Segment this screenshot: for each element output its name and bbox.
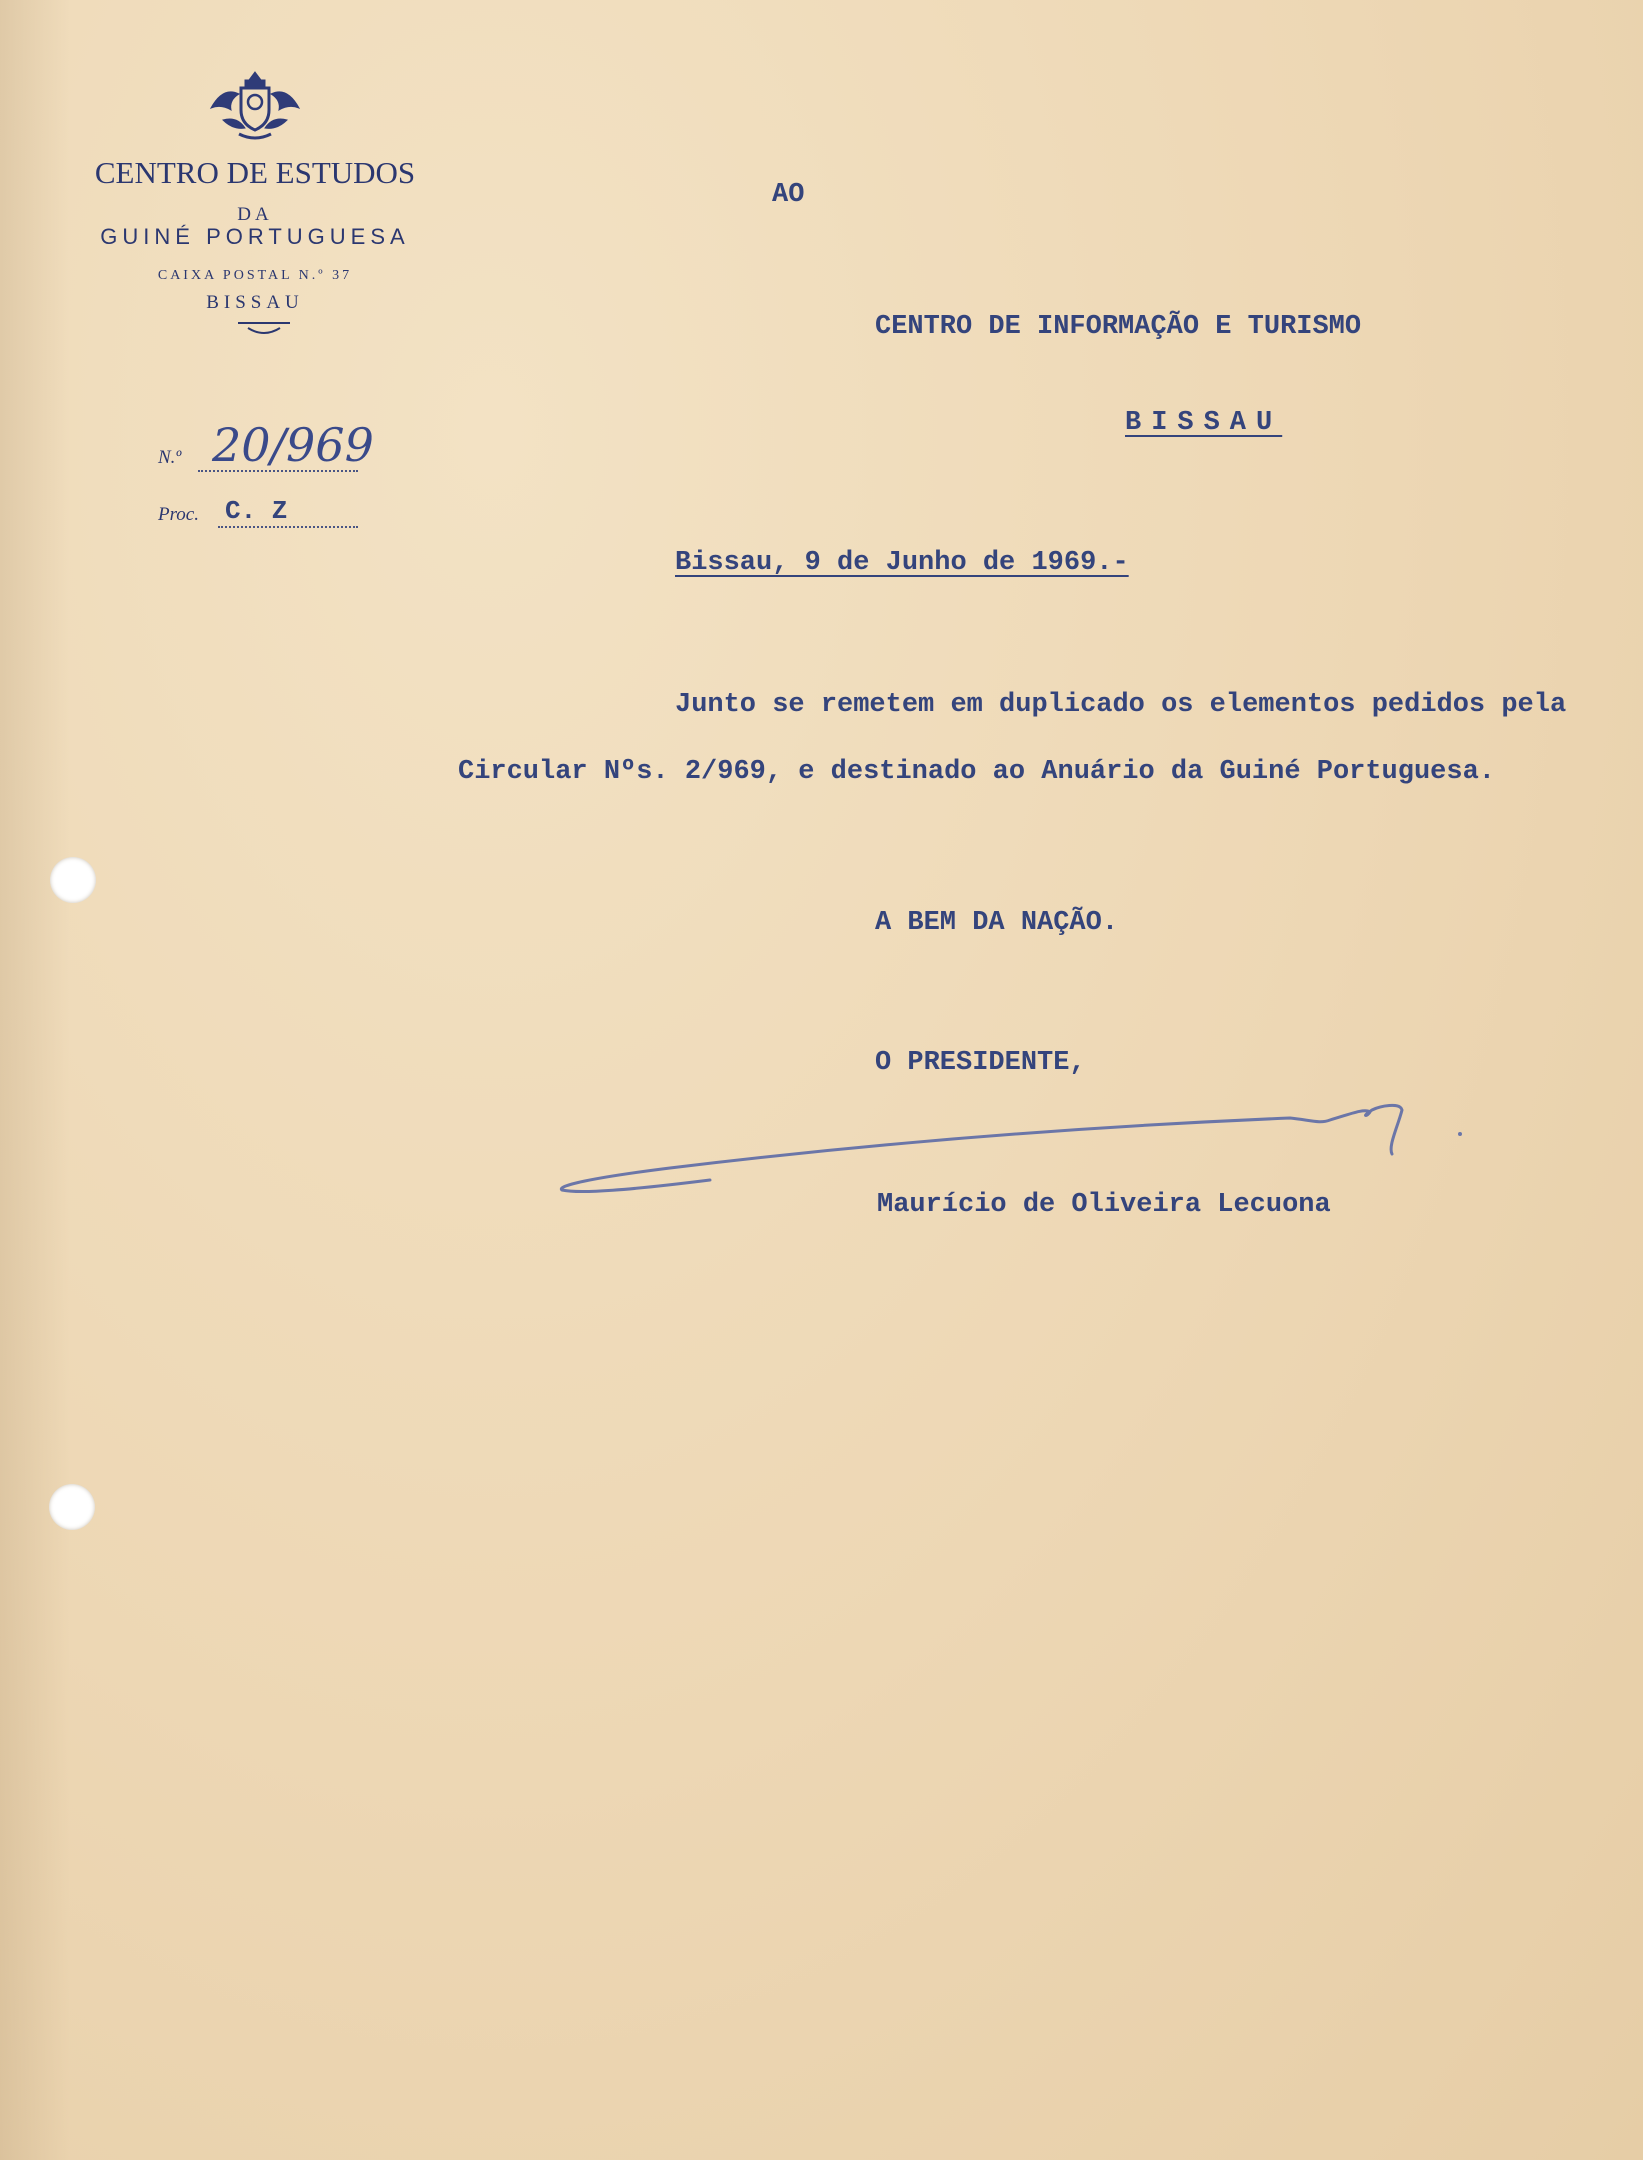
signatory-name: Maurício de Oliveira Lecuona (877, 1190, 1331, 1220)
closing-line: A BEM DA NAÇÃO. (875, 908, 1119, 938)
punch-hole-bottom (49, 1484, 95, 1530)
body-line-1: Junto se remetem em duplicado os elementos pedidos pela (675, 690, 1567, 720)
recipient-city: BISSAU (1125, 408, 1283, 438)
date-line: Bissau, 9 de Junho de 1969.- (675, 548, 1129, 578)
recipient-salutation: AO (772, 180, 805, 210)
letterhead-divider (238, 322, 290, 324)
punch-hole-top (50, 857, 96, 903)
paper-edge-shadow (0, 0, 70, 2160)
reference-number-value: 20/969 (212, 418, 374, 472)
letterhead-city: BISSAU (206, 292, 304, 313)
letterhead-postal-box: CAIXA POSTAL N.º 37 (157, 268, 353, 283)
signatory-title: O PRESIDENTE, (875, 1048, 1086, 1078)
letterhead-ornament-icon (246, 326, 282, 336)
body-line-2: Circular Nºs. 2/969, e destinado ao Anuário da Guiné Portuguesa. (458, 757, 1495, 787)
coat-of-arms-icon (205, 68, 305, 144)
recipient-name: CENTRO DE INFORMAÇÃO E TURISMO (875, 312, 1362, 342)
letterhead-da: DA (237, 204, 273, 225)
letterhead-region: GUINÉ PORTUGUESA (100, 224, 410, 249)
reference-proc-line (218, 526, 358, 528)
reference-number-label: N.º (158, 447, 182, 468)
reference-proc-label: Proc. (158, 504, 199, 525)
letterhead-title: CENTRO DE ESTUDOS (94, 155, 416, 190)
reference-proc-value: C. Z (225, 496, 288, 526)
